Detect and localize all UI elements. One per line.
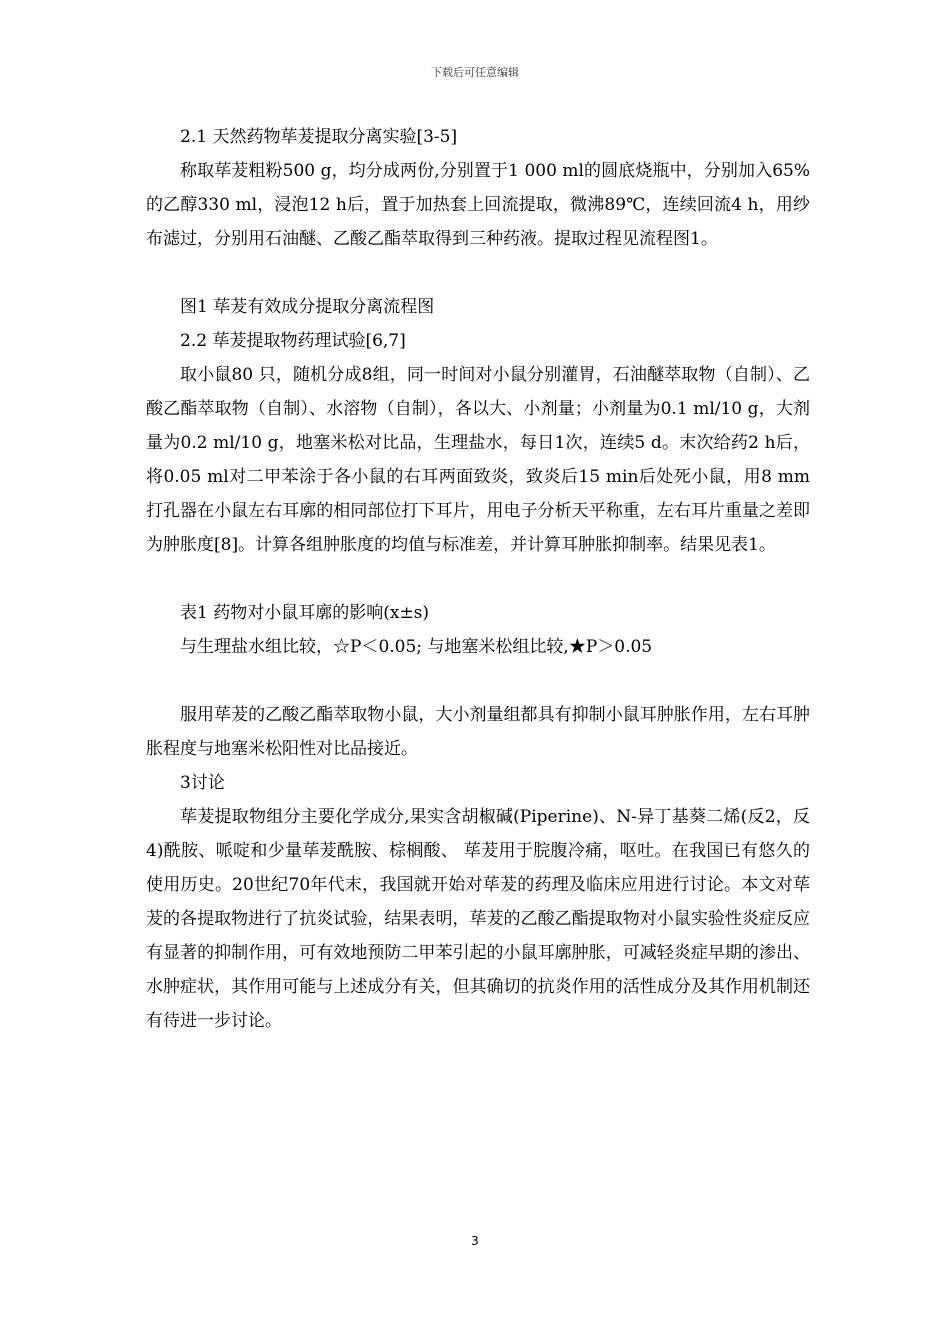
section-2-1-paragraph: 称取荜茇粗粉500 g，均分成两份,分别置于1 000 ml的圆底烧瓶中，分别加入65%的乙醇330 ml，浸泡12 h后，置于加热套上回流提取，微沸89℃，连续回流4 h，用纱布滤过，分别用石油醚、乙酸乙酯萃取得到三种药液。提取过程见流程图1。 (146, 161, 810, 249)
section-2-2-paragraph: 取小鼠80 只，随机分成8组，同一时间对小鼠分别灌胃，石油醚萃取物（自制）、乙酸乙酯萃取物（自制）、水溶物（自制），各以大、小剂量；小剂量为0.1 ml/10 g，大剂量为0.2 ml/10 g，地塞米松对比品，生理盐水，每日1次，连续5 d。末次给药2 h后，将0.05 ml对二甲苯涂于各小鼠的右耳两面致炎，致炎后15 min后处死小鼠，用8 mm打孔器在小鼠左右耳廓的相同部位打下耳片，用电子分析天平称重，左右耳片重量之差即为肿胀度[8]。计算各组肿胀度的均值与标准差，并计算耳肿胀抑制率。结果见表1。 (146, 365, 810, 555)
section-2-1-heading: 2.1 天然药物荜茇提取分离实验[3-5] (180, 127, 458, 147)
document-body (146, 120, 810, 1038)
figure-1-caption: 图1 荜茇有效成分提取分离流程图 (180, 297, 435, 317)
section-3-paragraph: 荜茇提取物组分主要化学成分,果实含胡椒碱(Piperine)、N-异丁基葵二烯(反2，反4)酰胺、哌啶和少量荜茇酰胺、棕榈酸、 荜茇用于脘腹冷痛，呕吐。在我国已有悠久的使用历史。20世纪70年代末，我国就开始对荜茇的药理及临床应用进行讨论。本文对荜茇的各提取物进行了抗炎试验，结果表明，荜茇的乙酸乙酯提取物对小鼠实验性炎症反应有显著的抑制作用，可有效地预防二甲苯引起的小鼠耳廓肿胀，可减轻炎症早期的渗出、水肿症状，其作用可能与上述成分有关，但其确切的抗炎作用的活性成分及其作用机制还有待进一步讨论。 (146, 807, 810, 1031)
table-1-note: 与生理盐水组比较，☆P＜0.05; 与地塞米松组比较,★P＞0.05 (180, 637, 653, 657)
header-note: 下载后可任意编辑 (431, 66, 519, 79)
table-1-caption: 表1 药物对小鼠耳廓的影响(x±s) (180, 603, 430, 623)
section-3-heading: 3讨论 (180, 773, 225, 793)
section-2-2-heading: 2.2 荜茇提取物药理试验[6,7] (180, 331, 406, 351)
result-paragraph: 服用荜茇的乙酸乙酯萃取物小鼠，大小剂量组都具有抑制小鼠耳肿胀作用，左右耳肿胀程度与地塞米松阳性对比品接近。 (146, 705, 810, 759)
page-number: 3 (471, 1234, 479, 1248)
